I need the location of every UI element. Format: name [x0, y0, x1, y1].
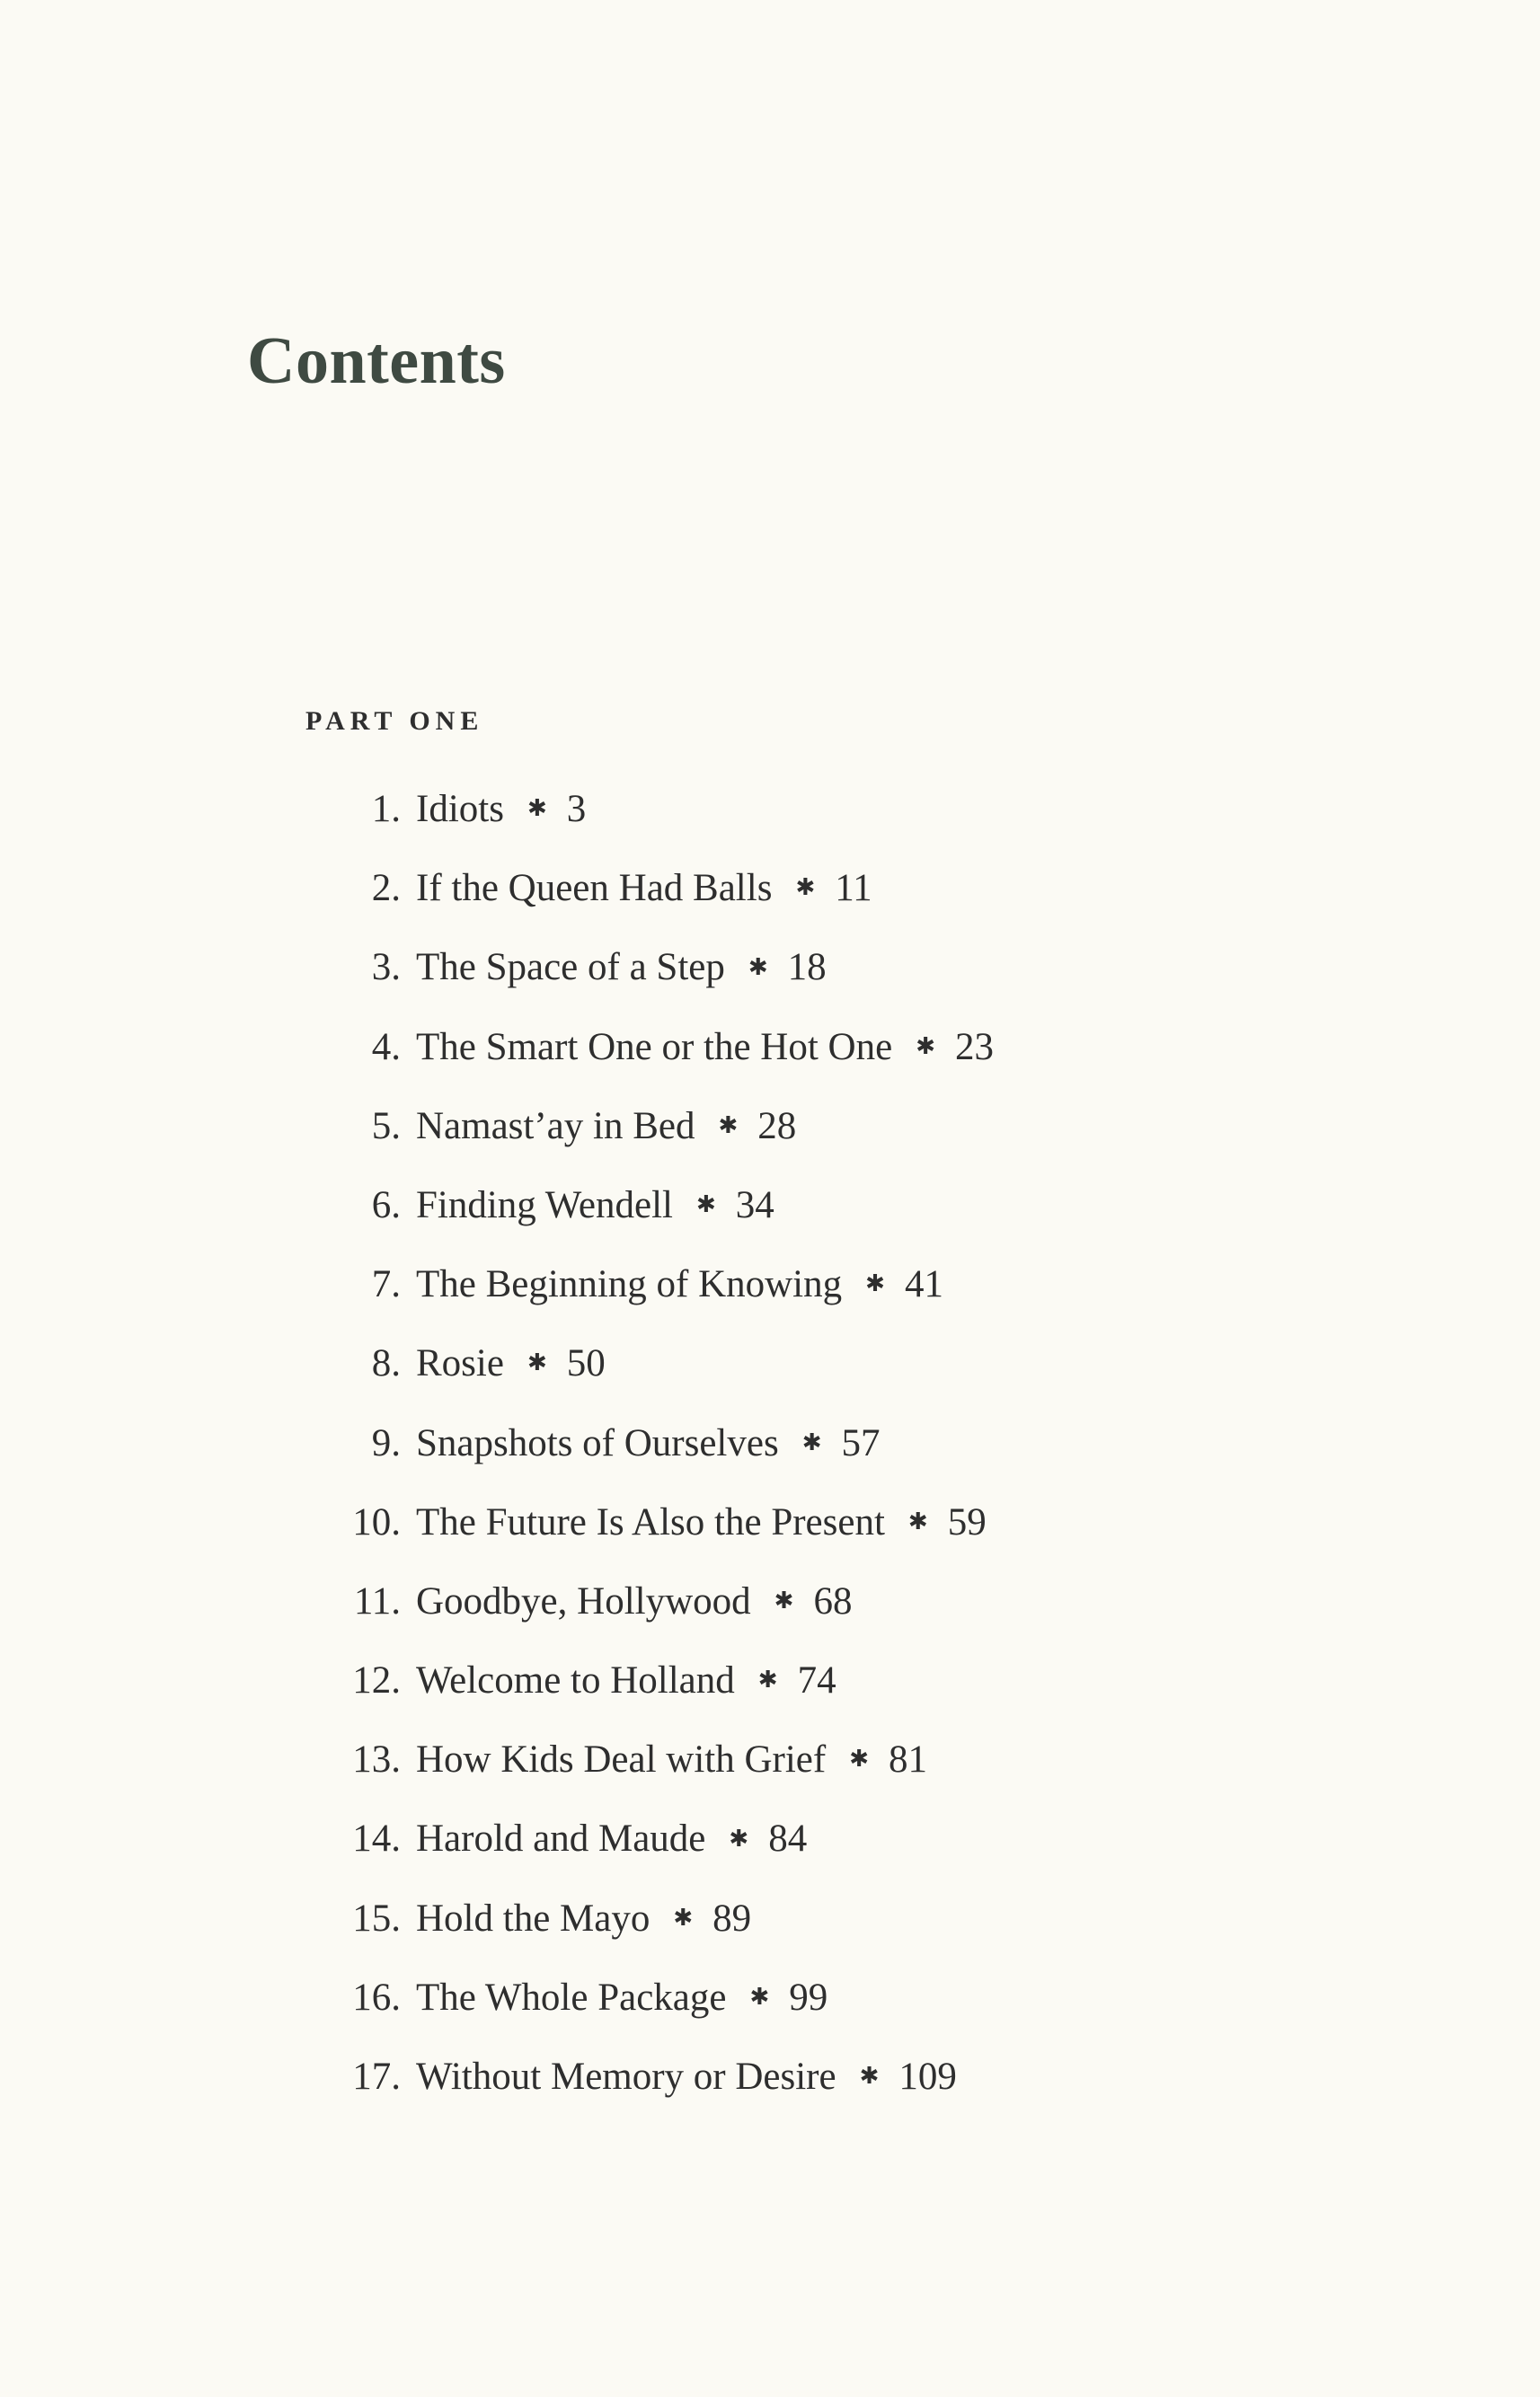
chapter-title: The Whole Package: [416, 1976, 727, 2019]
chapter-number: 3.: [371, 946, 401, 989]
toc-entry: [0, 1888, 1540, 1967]
chapter-number: 16.: [352, 1976, 401, 2019]
page-number: 41: [904, 1263, 943, 1306]
separator-icon: ✱: [795, 874, 816, 901]
chapter-number: 6.: [371, 1183, 401, 1226]
chapter-number: 4.: [371, 1025, 401, 1068]
toc-entry: [0, 1412, 1540, 1491]
separator-icon: ✱: [774, 1588, 794, 1614]
page-number: 81: [888, 1738, 927, 1782]
toc-entry: [0, 1253, 1540, 1332]
chapter-title: If the Queen Had Balls: [416, 867, 773, 910]
separator-icon: ✱: [748, 953, 768, 980]
toc-entry: [0, 1967, 1540, 2046]
chapter-entry: [416, 1967, 828, 2032]
chapter-number: 7.: [371, 1263, 401, 1306]
chapter-number: 11.: [353, 1579, 401, 1623]
chapter-entry: [416, 778, 586, 844]
chapter-number: 10.: [352, 1500, 401, 1543]
toc-entry: [0, 1650, 1540, 1729]
page-number: 57: [841, 1421, 881, 1464]
chapter-number: 15.: [352, 1897, 401, 1940]
chapter-number: 12.: [352, 1659, 401, 1703]
chapter-entry: [416, 1174, 774, 1240]
chapter-title: The Space of a Step: [416, 946, 725, 989]
toc-entry: [0, 778, 1540, 857]
page-number: 99: [789, 1976, 828, 2019]
chapter-title: Rosie: [416, 1342, 504, 1385]
toc-entry: [0, 1332, 1540, 1411]
part-heading: PART ONE: [305, 706, 484, 736]
chapter-title: Idiots: [416, 788, 504, 830]
toc-entry: [0, 1570, 1540, 1650]
chapter-title: How Kids Deal with Grief: [416, 1738, 827, 1782]
chapter-entry: [416, 2046, 957, 2111]
toc-entry: [0, 1174, 1540, 1253]
chapter-entry: [416, 936, 827, 1002]
chapter-title: Goodbye, Hollywood: [416, 1579, 751, 1623]
chapter-entry: [416, 1332, 606, 1398]
page-number: 50: [566, 1342, 606, 1385]
toc-entry: [0, 1729, 1540, 1808]
toc-entry: [0, 857, 1540, 936]
toc-entry: [0, 936, 1540, 1015]
page-number: 74: [797, 1659, 836, 1703]
chapter-entry: [416, 1888, 751, 1953]
chapter-title: The Future Is Also the Present: [416, 1500, 885, 1543]
chapter-number: 14.: [352, 1818, 401, 1861]
separator-icon: ✱: [527, 795, 547, 822]
chapter-title: Snapshots of Ourselves: [416, 1421, 779, 1464]
separator-icon: ✱: [865, 1270, 885, 1297]
chapter-entry: [416, 1808, 807, 1873]
separator-icon: ✱: [729, 1825, 749, 1852]
chapter-title: Welcome to Holland: [416, 1659, 735, 1703]
chapter-entry: [416, 1412, 881, 1478]
toc-entry: [0, 1808, 1540, 1887]
chapter-title: Namast’ay in Bed: [416, 1104, 695, 1147]
page-number: 18: [787, 946, 827, 989]
separator-icon: ✱: [696, 1191, 716, 1218]
chapter-entry: [416, 1491, 987, 1557]
table-of-contents: [0, 778, 1540, 2125]
chapter-number: 2.: [371, 867, 401, 910]
chapter-title: Finding Wendell: [416, 1183, 673, 1226]
separator-icon: ✱: [801, 1428, 822, 1455]
chapter-entry: [416, 1253, 943, 1319]
page-number: 34: [735, 1183, 774, 1226]
separator-icon: ✱: [749, 1983, 770, 2010]
page-title: Contents: [247, 324, 506, 398]
page-number: 89: [712, 1897, 752, 1940]
page-number: 11: [835, 867, 872, 910]
page-number: 84: [768, 1818, 808, 1861]
page-number: 109: [898, 2056, 957, 2098]
chapter-number: 5.: [371, 1104, 401, 1147]
chapter-entry: [416, 1729, 927, 1794]
chapter-entry: [416, 1650, 836, 1715]
separator-icon: ✱: [907, 1508, 928, 1535]
chapter-entry: [416, 1095, 796, 1161]
chapter-entry: [416, 1016, 994, 1082]
chapter-title: The Smart One or the Hot One: [416, 1025, 893, 1068]
toc-entry: [0, 1016, 1540, 1095]
separator-icon: ✱: [718, 1111, 739, 1138]
chapter-number: 8.: [371, 1342, 401, 1385]
chapter-number: 13.: [352, 1738, 401, 1782]
page-number: 68: [813, 1579, 853, 1623]
chapter-entry: [416, 1570, 852, 1636]
toc-entry: [0, 1095, 1540, 1174]
separator-icon: ✱: [849, 1746, 869, 1773]
chapter-number: 1.: [371, 788, 401, 830]
chapter-number: 9.: [371, 1421, 401, 1464]
toc-entry: [0, 1491, 1540, 1570]
separator-icon: ✱: [757, 1667, 778, 1694]
chapter-entry: [416, 857, 872, 923]
page-number: 3: [566, 788, 587, 830]
chapter-number: 17.: [352, 2056, 401, 2098]
page-number: 59: [947, 1500, 987, 1543]
page-number: 23: [955, 1025, 994, 1068]
chapter-title: The Beginning of Knowing: [416, 1263, 843, 1306]
page-number: 28: [757, 1104, 797, 1147]
separator-icon: ✱: [916, 1032, 935, 1059]
separator-icon: ✱: [673, 1904, 694, 1931]
chapter-title: Without Memory or Desire: [416, 2056, 836, 2098]
chapter-title: Harold and Maude: [416, 1818, 706, 1861]
separator-icon: ✱: [527, 1349, 547, 1376]
chapter-title: Hold the Mayo: [416, 1897, 651, 1940]
toc-entry: [0, 2046, 1540, 2125]
separator-icon: ✱: [859, 2063, 880, 2090]
